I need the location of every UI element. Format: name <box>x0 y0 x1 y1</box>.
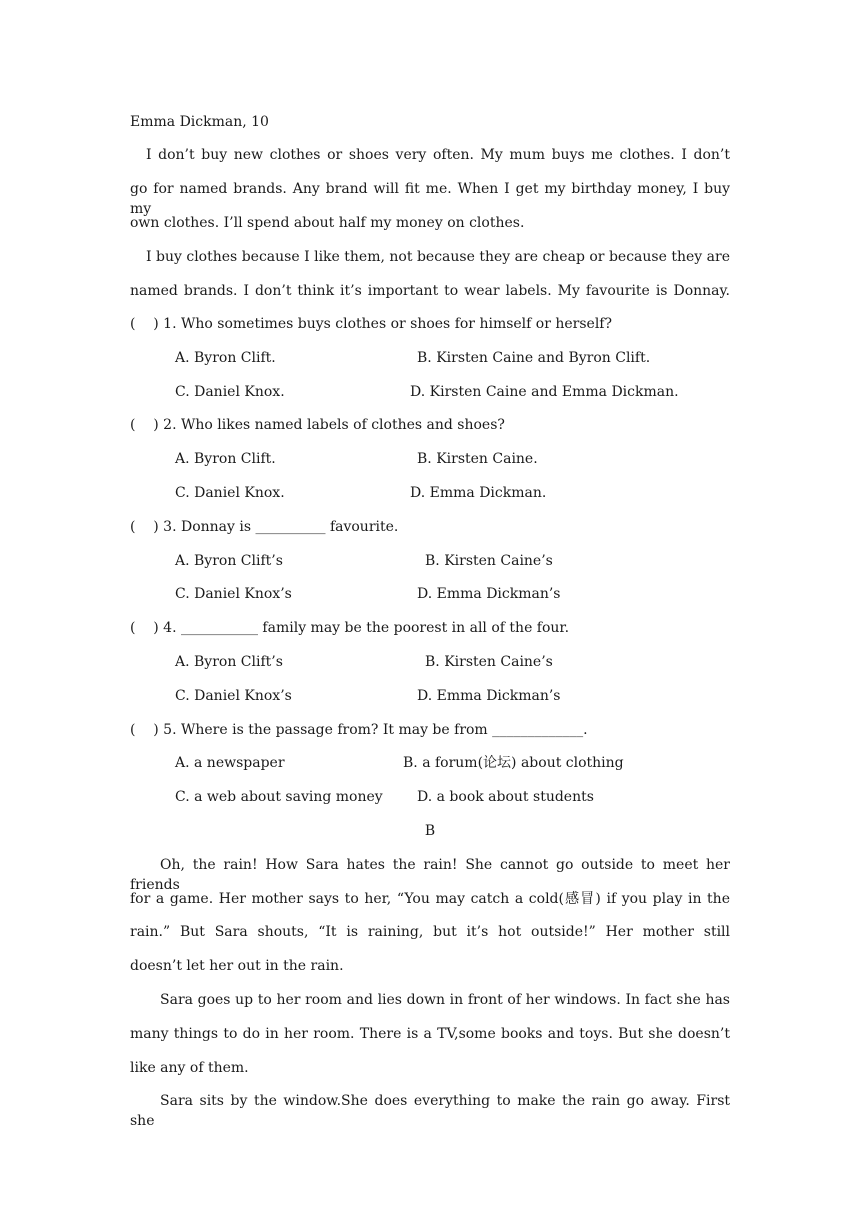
option-c: C. a web about saving money <box>175 789 383 805</box>
option-a: A. Byron Clift’s <box>175 553 283 569</box>
paragraph-line: I don’t buy new clothes or shoes very often. My mum buys me clothes. I don’t <box>146 147 730 163</box>
question-stem: ( ) 2. Who likes named labels of clothes and shoes? <box>130 417 505 433</box>
option-a: A. Byron Clift’s <box>175 654 283 670</box>
option-d: D. Emma Dickman. <box>410 485 547 501</box>
option-b: B. Kirsten Caine. <box>417 451 538 467</box>
option-c: C. Daniel Knox. <box>175 384 285 400</box>
question-stem: ( ) 4. ___________ family may be the poorest in all of the four. <box>130 620 570 636</box>
paragraph-line: own clothes. I’ll spend about half my money on clothes. <box>130 215 525 231</box>
option-a: A. Byron Clift. <box>175 350 276 366</box>
paragraph-line: Oh, the rain! How Sara hates the rain! She cannot go outside to meet her friends <box>130 857 730 893</box>
passage-author: Emma Dickman, 10 <box>130 114 269 130</box>
paragraph-line: doesn’t let her out in the rain. <box>130 958 344 974</box>
option-c: C. Daniel Knox’s <box>175 586 292 602</box>
option-c: C. Daniel Knox. <box>175 485 285 501</box>
option-c: C. Daniel Knox’s <box>175 688 292 704</box>
option-b: B. Kirsten Caine’s <box>425 654 553 670</box>
option-b: B. a forum(论坛) about clothing <box>403 755 624 771</box>
paragraph-line: Sara goes up to her room and lies down in front of her windows. In fact she has <box>160 992 730 1008</box>
paragraph-line: named brands. I don’t think it’s important to wear labels. My favourite is Donnay. <box>130 283 730 299</box>
paragraph-line: many things to do in her room. There is a TV,some books and toys. But she doesn’t <box>130 1026 730 1042</box>
option-a: A. Byron Clift. <box>175 451 276 467</box>
question-stem: ( ) 3. Donnay is __________ favourite. <box>130 519 399 535</box>
option-d: D. Emma Dickman’s <box>417 688 561 704</box>
option-b: B. Kirsten Caine’s <box>425 553 553 569</box>
paragraph-line: Sara sits by the window.She does everything to make the rain go away. First she <box>130 1093 730 1129</box>
question-stem: ( ) 1. Who sometimes buys clothes or shoes for himself or herself? <box>130 316 612 332</box>
paragraph-line: for a game. Her mother says to her, “You may catch a cold(感冒) if you play in the <box>130 891 730 907</box>
option-a: A. a newspaper <box>175 755 285 771</box>
section-heading: B <box>424 823 436 839</box>
paragraph-line: I buy clothes because I like them, not because they are cheap or because they are <box>146 249 730 265</box>
paragraph-line: rain.” But Sara shouts, “It is raining, but it’s hot outside!” Her mother still <box>130 924 730 940</box>
paragraph-line: like any of them. <box>130 1060 249 1076</box>
option-d: D. Emma Dickman’s <box>417 586 561 602</box>
option-d: D. a book about students <box>417 789 594 805</box>
paragraph-line: go for named brands. Any brand will fit me. When I get my birthday money, I buy my <box>130 181 730 217</box>
option-b: B. Kirsten Caine and Byron Clift. <box>417 350 651 366</box>
question-stem: ( ) 5. Where is the passage from? It may be from _____________. <box>130 722 588 738</box>
option-d: D. Kirsten Caine and Emma Dickman. <box>410 384 679 400</box>
